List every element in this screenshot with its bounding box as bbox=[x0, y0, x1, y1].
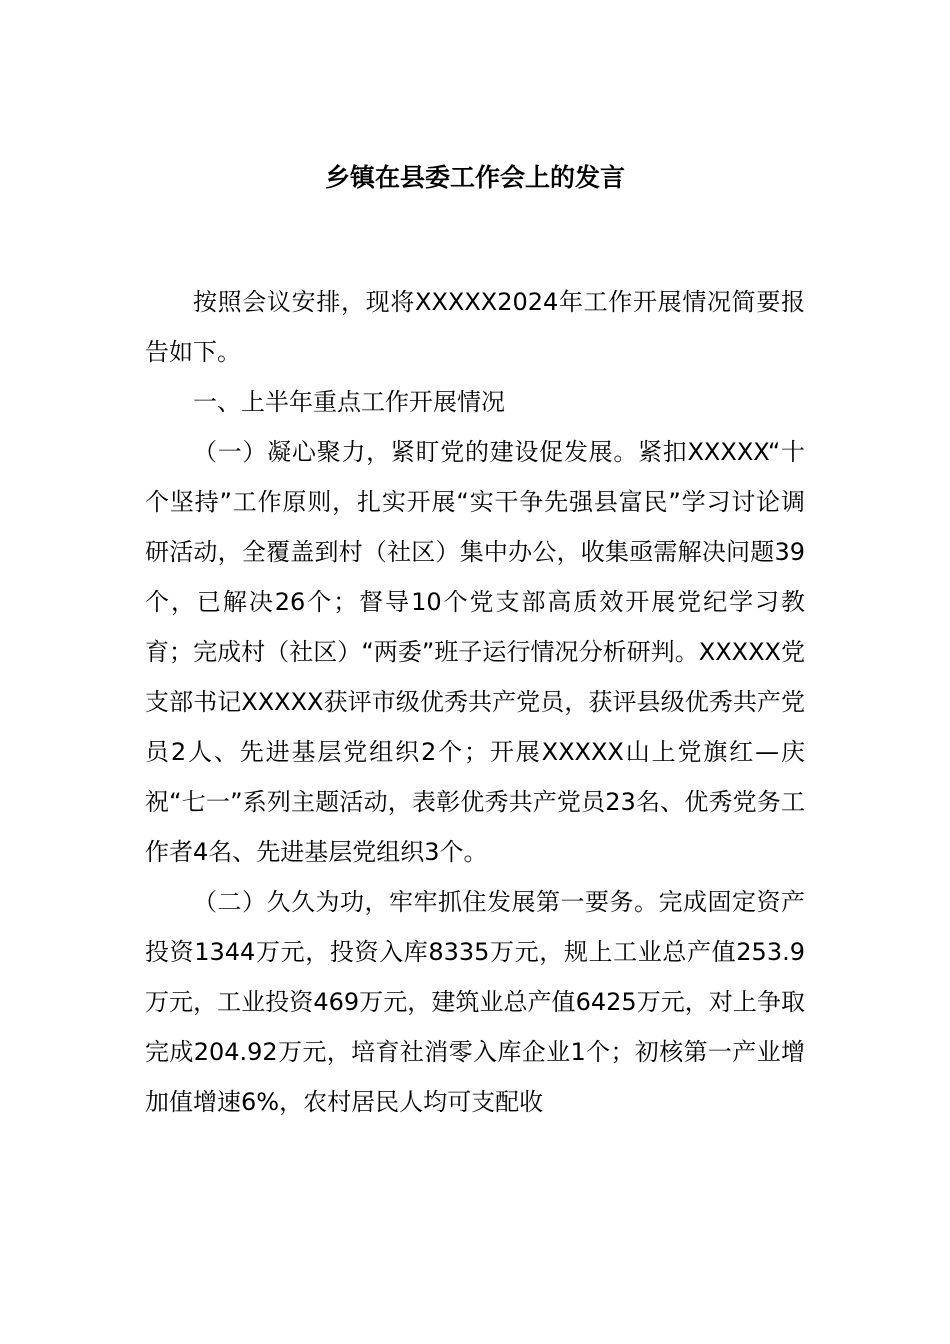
section-heading: 一、上半年重点工作开展情况 bbox=[193, 388, 505, 416]
development-paragraph: （二）久久为功，牢牢抓住发展第一要务。完成固定资产投资1344万元，投资入库8335万元，规上工业总产值253.9万元，工业投资469万元，建筑业总产值6425万元，对上争取完成204.92万元，培育社消零入库企业1个；初核第一产业增加值增速6%，农村居民人均可支配收 bbox=[145, 888, 805, 1116]
document-title: 乡镇在县委工作会上的发言 bbox=[324, 163, 625, 192]
party-building-paragraph: （一）凝心聚力，紧盯党的建设促发展。紧扣XXXXX“十个坚持”工作原则，扎实开展“实干争先强县富民”学习讨论调研活动，全覆盖到村（社区）集中办公，收集亟需解决问题39个，已解决26个；督导10个党支部高质效开展党纪学习教育；完成村（社区）“两委”班子运行情况分析研判。XXXXX党支部书记XXXXX获评市级优秀共产党员，获评县级优秀共产党员2人、先进基层党组织2个；开展XXXXX山上党旗红—庆祝“七一”系列主题活动，表彰优秀共产党员23名、优秀党务工作者4名、先进基层党组织3个。 bbox=[145, 438, 805, 866]
intro-paragraph: 按照会议安排，现将XXXXX2024年工作开展情况简要报告如下。 bbox=[145, 288, 805, 366]
document-body bbox=[145, 277, 805, 1127]
